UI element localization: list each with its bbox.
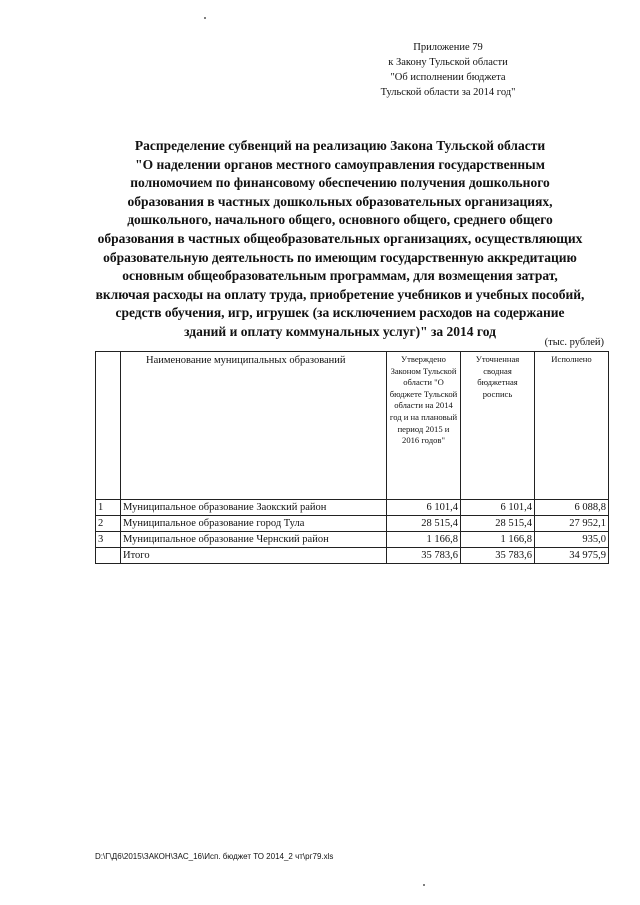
table-row	[96, 516, 609, 532]
scan-speck	[423, 884, 425, 886]
title-line: включая расходы на оплату труда, приобретение учебников и учебных пособий,	[95, 286, 585, 302]
title-line: "О наделении органов местного самоуправления государственным	[135, 156, 545, 172]
title-line: полномочием по финансовому обеспечению получения дошкольного	[130, 175, 550, 191]
total-label: Итого	[121, 548, 387, 564]
header-approved: Утверждено Законом Тульской области "О бюджете Тульской области на 2014 год и на плановый период 2015 и 2016 годов"	[387, 352, 461, 500]
total-index	[96, 548, 121, 564]
scan-speck	[204, 17, 206, 19]
appendix-reference	[328, 40, 568, 100]
row-index: 3	[96, 532, 121, 548]
total-revised: 35 783,6	[461, 548, 535, 564]
row-name: Муниципальное образование Заокский район	[121, 500, 387, 516]
header-name: Наименование муниципальных образований	[121, 352, 387, 500]
table-row	[96, 532, 609, 548]
row-approved: 28 515,4	[387, 516, 461, 532]
table-header-row	[96, 352, 609, 500]
units-label: (тыс. рублей)	[544, 337, 604, 348]
row-executed: 27 952,1	[535, 516, 609, 532]
total-approved: 35 783,6	[387, 548, 461, 564]
title-line: образования в частных дошкольных образовательных организациях,	[127, 193, 553, 209]
appendix-line: Приложение 79	[413, 42, 483, 53]
row-name: Муниципальное образование Чернский район	[121, 532, 387, 548]
document-title	[80, 137, 600, 342]
row-revised: 1 166,8	[461, 532, 535, 548]
total-executed: 34 975,9	[535, 548, 609, 564]
row-index: 1	[96, 500, 121, 516]
header-executed: Исполнено	[535, 352, 609, 500]
file-path-footer: D:\Г\Д6\2015\ЗАКОН\ЗАС_16\Исп. бюджет ТО 2014_2 чт\рг79.xls	[95, 852, 334, 861]
table-row	[96, 500, 609, 516]
table-total-row	[96, 548, 609, 564]
title-line: образования в частных общеобразовательных организациях, осуществляющих	[97, 230, 583, 246]
row-approved: 6 101,4	[387, 500, 461, 516]
row-executed: 935,0	[535, 532, 609, 548]
row-name: Муниципальное образование город Тула	[121, 516, 387, 532]
subsidy-table	[95, 351, 609, 564]
title-line: образовательную деятельность по имеющим государственную аккредитацию	[103, 249, 577, 265]
title-line: основным общеобразовательным программам, для возмещения затрат,	[122, 268, 558, 284]
row-revised: 6 101,4	[461, 500, 535, 516]
appendix-line: к Закону Тульской области	[388, 57, 508, 68]
title-line: средств обучения, игр, игрушек (за исключением расходов на содержание	[115, 305, 565, 321]
title-line: дошкольного, начального общего, основного общего, среднего общего	[127, 212, 553, 228]
header-revised: Уточненная сводная бюджетная роспись	[461, 352, 535, 500]
row-approved: 1 166,8	[387, 532, 461, 548]
title-line: Распределение субвенций на реализацию Закона Тульской области	[134, 138, 546, 153]
row-executed: 6 088,8	[535, 500, 609, 516]
row-index: 2	[96, 516, 121, 532]
appendix-line: Тульской области за 2014 год"	[380, 87, 516, 98]
header-index	[96, 352, 121, 500]
title-line: зданий и оплату коммунальных услуг)" за 2014 год	[184, 323, 496, 339]
row-revised: 28 515,4	[461, 516, 535, 532]
appendix-line: "Об исполнении бюджета	[390, 72, 506, 83]
